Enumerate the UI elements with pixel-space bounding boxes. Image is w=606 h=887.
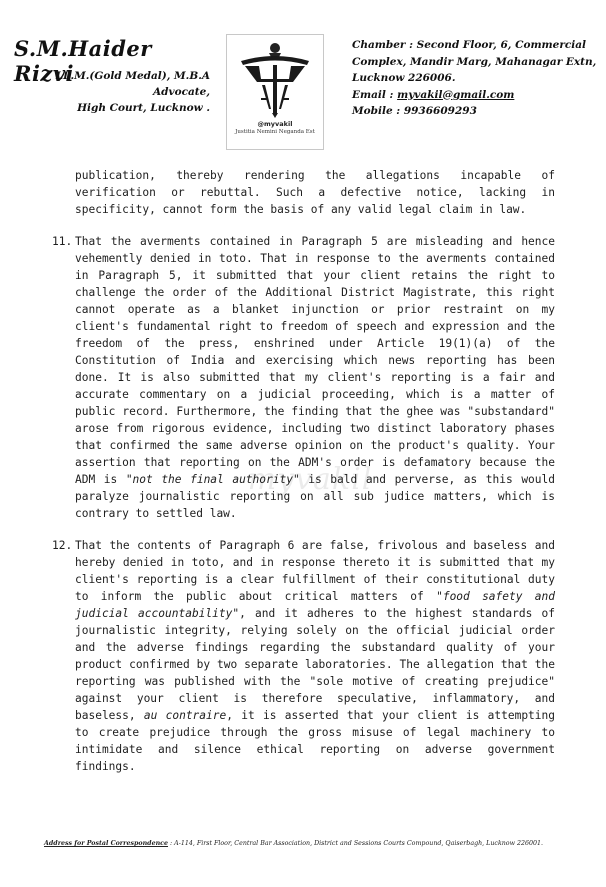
chamber-line-3: Lucknow 226006. bbox=[352, 72, 456, 84]
paragraph-12 bbox=[52, 537, 555, 775]
italic-quote: "not the final authority" bbox=[125, 473, 300, 486]
chamber-line-2: Complex, Mandir Marg, Mahanagar Extn, bbox=[352, 55, 597, 68]
italic-phrase: au contraire bbox=[143, 709, 227, 722]
text-segment: That the averments contained in Paragraph 5 are misleading and hence vehemently denied in toto. That in response to the averments contained in Paragraph 5, it submitted that your client retains the right to challenge the order of the Additional District Magistrate, this right cannot operate as a blanket injunction or prior restraint on my client's fundamental right to freedom of speech and expression and the freedom of the press, enshrined under Article 19(1)(a) of the Constitution of India and exercising which news reporting has been done. It is also submitted that my client's reporting is a fair and accurate commentary on a judicial proceeding, which is a matter of public record. Furthermore, the finding that the ghee was "substandard" arose from rigorous evidence, including two distinct laboratory phases that confirmed the same adverse opinion on the product's quality. Your assertion that reporting on the ADM's order is defamatory because the ADM is bbox=[75, 235, 555, 486]
logo-handle: @myvakil bbox=[257, 120, 293, 128]
advocate-name: S.M.Haider Rizvi bbox=[14, 36, 152, 86]
email-link[interactable]: myvakil@gmail.com bbox=[397, 88, 515, 101]
text-segment: That the contents of Paragraph 6 are false, frivolous and baseless and hereby denied in toto, and in response thereto it is submitted that my client's reporting is a clear fulfillment of their constitutional duty to inform the public about critical matters of bbox=[75, 539, 555, 603]
footer-label: Address for Postal Correspondence bbox=[44, 840, 169, 847]
mobile-line: Mobile : 9936609293 bbox=[352, 105, 477, 117]
logo-motto: Justitia Nemini Neganda Est bbox=[235, 129, 315, 135]
scales-of-justice-icon bbox=[235, 39, 315, 119]
paragraph-number: 11. bbox=[52, 235, 73, 248]
paragraph-number: 12. bbox=[52, 539, 73, 552]
advocate-credentials bbox=[30, 68, 210, 116]
paragraph-text bbox=[75, 233, 555, 522]
text-segment: , it is asserted that your client is attempting to create prejudice through the gross misuse of legal machinery to intimidate and silence ethical reporting on adverse government findings. bbox=[75, 709, 556, 773]
qualification: LL.M.(Gold Medal), M.B.A bbox=[55, 70, 210, 82]
myvakil-logo bbox=[226, 34, 324, 150]
chamber-contact bbox=[352, 37, 600, 120]
paragraph-text bbox=[75, 537, 555, 775]
footer-address: : A-114, First Floor, Central Bar Association, District and Sessions Courts Compound, Qaiserbagh, Lucknow 226001. bbox=[168, 840, 544, 847]
designation: Advocate, bbox=[153, 86, 210, 98]
chamber-line-1: Chamber : Second Floor, 6, Commercial bbox=[352, 39, 587, 51]
letterhead bbox=[0, 0, 606, 165]
email-label: Email : bbox=[352, 88, 398, 101]
text-segment: is bald and perverse, as this would paralyze journalistic reporting on all sub judice matters, which is contrary to settled law. bbox=[75, 473, 555, 520]
paragraph-11 bbox=[52, 233, 555, 522]
italic-quote: "food safety and judicial accountability" bbox=[75, 590, 555, 620]
continuation-paragraph: publication, thereby rendering the allegations incapable of verification or rebuttal. Such a defective notice, lacking in specificity, cannot form the basis of any valid legal claim in law. bbox=[75, 169, 555, 216]
court-name: High Court, Lucknow . bbox=[77, 102, 210, 114]
email-line bbox=[352, 87, 600, 104]
postal-address-footer bbox=[44, 840, 584, 847]
text-segment: , and it adheres to the highest standards of journalistic integrity, relying solely on the official judicial order and the adverse findings regarding the substandard quality of your product confirmed by two separate laboratories. The allegation that the reporting was published with the "sole motive of creating prejudice" against your client is therefore speculative, inflammatory, and baseless, bbox=[75, 607, 555, 722]
watermark: myvakil bbox=[247, 462, 373, 497]
